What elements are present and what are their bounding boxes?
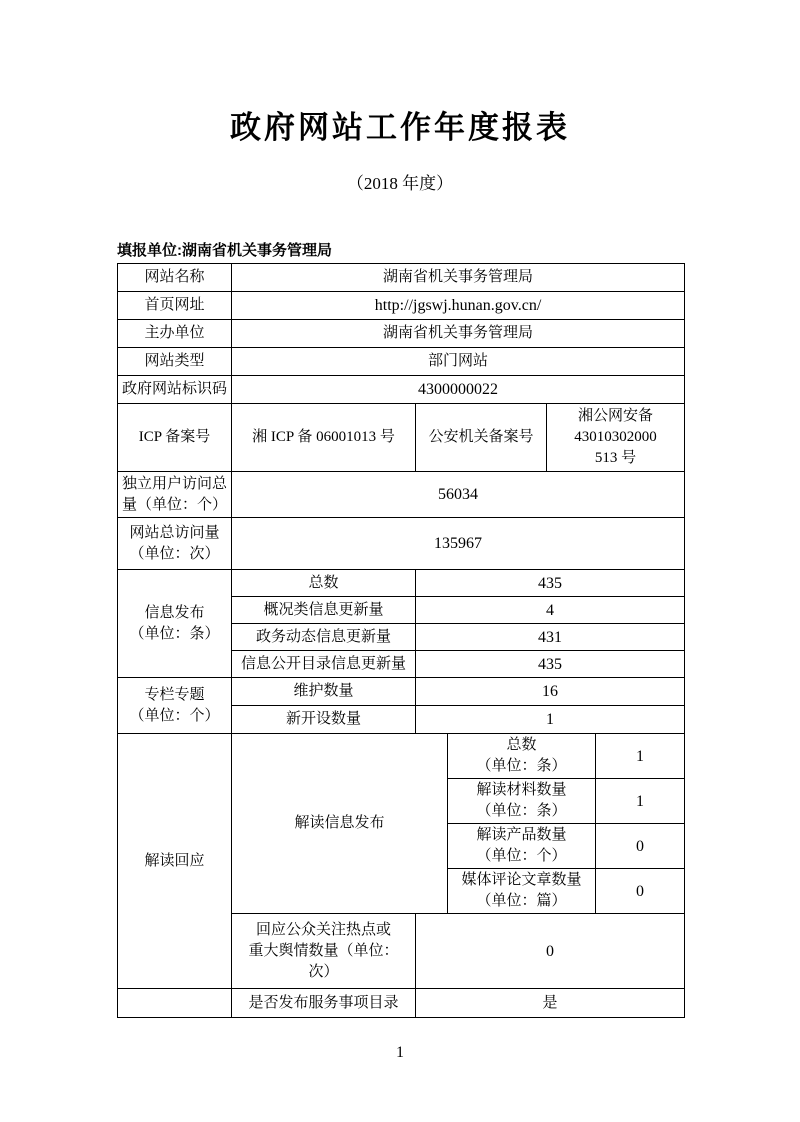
- public-response-value: 0: [416, 914, 685, 989]
- info-publish-row-label: 政务动态信息更新量: [232, 624, 416, 651]
- annual-report-table: [117, 263, 685, 1018]
- public-response-label: [232, 914, 416, 989]
- public-response-label-line: 次）: [308, 963, 339, 980]
- interpretation-row-label-line: 解读材料数量: [476, 782, 567, 798]
- table-row: [118, 678, 685, 706]
- total-visits-label-line: （单位：次）: [129, 545, 220, 562]
- table-row: [118, 570, 685, 597]
- special-columns-row-value: 16: [416, 678, 685, 706]
- page-number: 1: [396, 1044, 404, 1061]
- page-title: 政府网站工作年度报表: [230, 110, 570, 145]
- interpretation-row-label-line: （单位：条）: [476, 803, 567, 819]
- info-publish-row-label: 总数: [232, 570, 416, 597]
- unique-visitors-label-line: 量（单位：个）: [121, 496, 227, 513]
- info-publish-row-label: 信息公开目录信息更新量: [232, 651, 416, 678]
- total-visits-label-line: 网站总访问量: [129, 524, 220, 541]
- interpretation-row-label: [448, 869, 596, 914]
- police-filing-value: [547, 404, 685, 472]
- service-group-cell-empty: [118, 989, 232, 1018]
- service-catalog-label: 是否发布服务事项目录: [232, 989, 416, 1018]
- icp-value: 湘 ICP 备 06001013 号: [232, 404, 416, 472]
- interpretation-row-value: 0: [596, 824, 685, 869]
- interpretation-row-value: 1: [596, 779, 685, 824]
- table-row: [118, 292, 685, 320]
- site-name-label: 网站名称: [118, 264, 232, 292]
- public-response-label-line: 重大舆情数量（单位：: [248, 942, 399, 959]
- info-publish-row-label: 概况类信息更新量: [232, 597, 416, 624]
- service-catalog-value: 是: [416, 989, 685, 1018]
- info-publish-row-value: 435: [416, 570, 685, 597]
- interpretation-row-label-line: （单位：篇）: [476, 893, 567, 909]
- table-row: [118, 518, 685, 570]
- police-filing-value-line: 湘公网安备: [578, 408, 654, 424]
- special-columns-group-label: [118, 678, 232, 734]
- interpretation-row-label-line: 总数: [506, 737, 537, 753]
- info-publish-row-value: 435: [416, 651, 685, 678]
- table-row: [118, 348, 685, 376]
- icp-label: ICP 备案号: [118, 404, 232, 472]
- interpretation-row-label: [448, 734, 596, 779]
- interpretation-row-value: 1: [596, 734, 685, 779]
- table-row: [118, 734, 685, 779]
- info-publish-group-label-line: （单位：条）: [129, 625, 220, 642]
- site-type-label: 网站类型: [118, 348, 232, 376]
- info-publish-group-label-line: 信息发布: [144, 604, 205, 621]
- special-columns-row-label: 维护数量: [232, 678, 416, 706]
- interpretation-row-label-line: 解读产品数量: [476, 827, 567, 843]
- interpretation-row-value: 0: [596, 869, 685, 914]
- interpretation-row-label-line: 媒体评论文章数量: [461, 872, 582, 888]
- info-publish-row-value: 4: [416, 597, 685, 624]
- table-row: [118, 264, 685, 292]
- table-row: [118, 404, 685, 472]
- unique-visitors-label: [118, 472, 232, 518]
- total-visits-label: [118, 518, 232, 570]
- special-columns-row-value: 1: [416, 706, 685, 734]
- total-visits-value: 135967: [232, 518, 685, 570]
- police-filing-value-line: 43010302000: [574, 429, 657, 445]
- table-row: [118, 376, 685, 404]
- site-type-value: 部门网站: [232, 348, 685, 376]
- sponsor-label: 主办单位: [118, 320, 232, 348]
- police-filing-value-line: 513 号: [594, 450, 637, 466]
- table-row: [118, 320, 685, 348]
- site-code-label: 政府网站标识码: [118, 376, 232, 404]
- special-columns-group-label-line: 专栏专题: [144, 686, 205, 703]
- unique-visitors-label-line: 独立用户访问总: [121, 475, 227, 492]
- public-response-label-line: 回应公众关注热点或: [255, 921, 391, 938]
- info-publish-row-value: 431: [416, 624, 685, 651]
- interpretation-row-label-line: （单位：个）: [476, 848, 567, 864]
- site-name-value: 湖南省机关事务管理局: [232, 264, 685, 292]
- interpretation-publish-label: 解读信息发布: [232, 734, 448, 914]
- home-url-label: 首页网址: [118, 292, 232, 320]
- police-filing-label: 公安机关备案号: [416, 404, 547, 472]
- interpretation-row-label: [448, 779, 596, 824]
- site-code-value: 4300000022: [232, 376, 685, 404]
- interpretation-row-label-line: （单位：条）: [476, 758, 567, 774]
- table-row: [118, 989, 685, 1018]
- special-columns-group-label-line: （单位：个）: [129, 707, 220, 724]
- sponsor-value: 湖南省机关事务管理局: [232, 320, 685, 348]
- special-columns-row-label: 新开设数量: [232, 706, 416, 734]
- interpretation-row-label: [448, 824, 596, 869]
- filing-unit-line: 填报单位:湖南省机关事务管理局: [117, 242, 332, 259]
- table-row: [118, 472, 685, 518]
- unique-visitors-value: 56034: [232, 472, 685, 518]
- home-url-value: http://jgswj.hunan.gov.cn/: [232, 292, 685, 320]
- interpretation-group-label: 解读回应: [118, 734, 232, 989]
- report-year: （2018 年度）: [346, 174, 454, 193]
- info-publish-group-label: [118, 570, 232, 678]
